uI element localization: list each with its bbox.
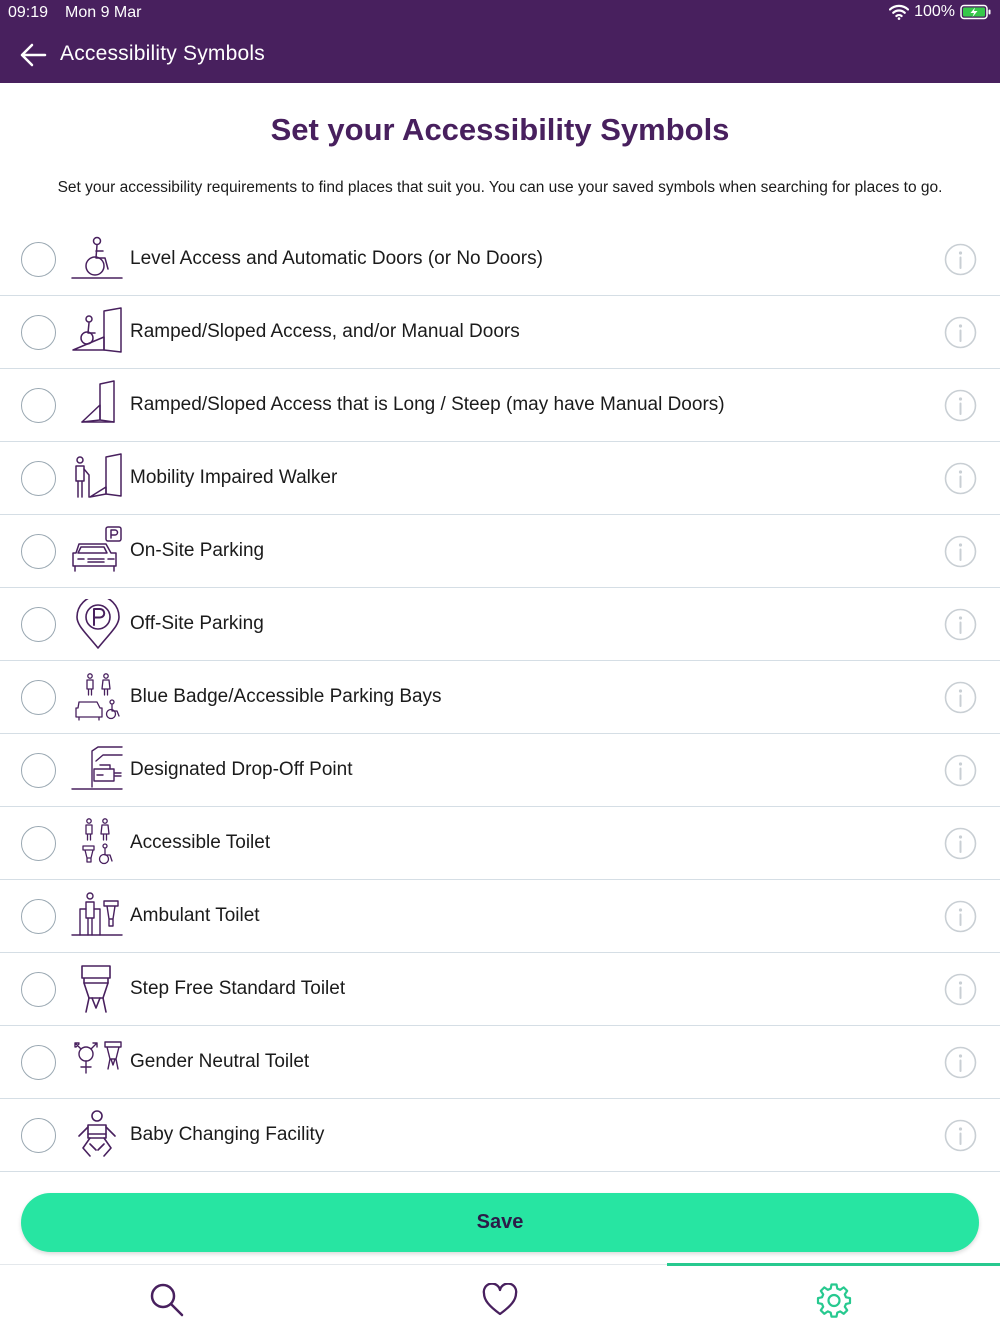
symbol-row[interactable]: [0, 807, 1000, 880]
select-radio[interactable]: [21, 607, 56, 642]
tab-bar: [0, 1264, 1000, 1334]
symbol-list: [0, 223, 1000, 1172]
symbol-row[interactable]: [0, 1099, 1000, 1172]
symbol-label: Blue Badge/Accessible Parking Bays: [130, 686, 442, 707]
select-radio[interactable]: [21, 680, 56, 715]
gear-icon: [816, 1282, 852, 1318]
back-button[interactable]: [18, 40, 48, 70]
symbol-label: Ramped/Sloped Access that is Long / Steep (may have Manual Doors): [130, 394, 725, 415]
symbol-label: Ramped/Sloped Access, and/or Manual Doors: [130, 321, 520, 342]
symbol-row[interactable]: [0, 588, 1000, 661]
info-icon[interactable]: [944, 535, 977, 568]
info-icon[interactable]: [944, 243, 977, 276]
info-icon[interactable]: [944, 973, 977, 1006]
info-icon[interactable]: [944, 900, 977, 933]
page-heading: Set your Accessibility Symbols: [270, 112, 730, 147]
select-radio[interactable]: [21, 388, 56, 423]
nav-title: Accessibility Symbols: [60, 42, 265, 65]
baby-changing-icon: [70, 1110, 124, 1160]
symbol-label: Level Access and Automatic Doors (or No Doors): [130, 248, 543, 269]
info-icon[interactable]: [944, 1046, 977, 1079]
symbol-label: Gender Neutral Toilet: [130, 1051, 310, 1072]
heart-icon: [482, 1283, 518, 1317]
symbol-row[interactable]: [0, 223, 1000, 296]
accessible-toilet-icon: [70, 818, 124, 868]
info-icon[interactable]: [944, 1119, 977, 1152]
symbol-row[interactable]: [0, 880, 1000, 953]
wheelchair-level-access-icon: [70, 234, 124, 284]
page-intro: Set your accessibility requirements to find places that suit you. You can use your saved symbols when searching for places to go.: [57, 179, 943, 196]
wifi-icon: [889, 4, 909, 20]
symbol-label: Off-Site Parking: [130, 613, 264, 634]
symbol-label: Ambulant Toilet: [130, 905, 260, 926]
symbol-label: Designated Drop-Off Point: [130, 759, 353, 780]
select-radio[interactable]: [21, 534, 56, 569]
gender-neutral-toilet-icon: [70, 1037, 124, 1087]
top-bar: [0, 0, 1000, 83]
status-date: Mon 9 Mar: [65, 4, 142, 21]
symbol-row[interactable]: [0, 296, 1000, 369]
symbol-row[interactable]: [0, 1026, 1000, 1099]
battery-percent: 100%: [914, 3, 955, 20]
symbol-row[interactable]: [0, 515, 1000, 588]
select-radio[interactable]: [21, 461, 56, 496]
symbol-row[interactable]: [0, 369, 1000, 442]
symbol-label: Mobility Impaired Walker: [130, 467, 338, 488]
select-radio[interactable]: [21, 1118, 56, 1153]
search-icon: [149, 1282, 185, 1318]
symbol-label: Baby Changing Facility: [130, 1124, 325, 1145]
tab-favourites[interactable]: [333, 1265, 666, 1334]
status-indicators: [889, 3, 992, 21]
info-icon[interactable]: [944, 316, 977, 349]
symbol-label: Step Free Standard Toilet: [130, 978, 346, 999]
battery-charging-icon: [960, 4, 992, 20]
symbol-label: On-Site Parking: [130, 540, 265, 561]
info-icon[interactable]: [944, 608, 977, 641]
car-parking-icon: [70, 526, 124, 576]
parking-pin-icon: [70, 599, 124, 649]
tab-search[interactable]: [0, 1265, 333, 1334]
symbol-row[interactable]: [0, 953, 1000, 1026]
status-time: 09:19: [8, 4, 49, 21]
save-button[interactable]: Save: [21, 1193, 979, 1252]
drop-off-icon: [70, 745, 124, 795]
info-icon[interactable]: [944, 389, 977, 422]
info-icon[interactable]: [944, 754, 977, 787]
select-radio[interactable]: [21, 1045, 56, 1080]
standard-toilet-icon: [70, 964, 124, 1014]
info-icon[interactable]: [944, 462, 977, 495]
select-radio[interactable]: [21, 753, 56, 788]
select-radio[interactable]: [21, 242, 56, 277]
tab-settings[interactable]: [667, 1265, 1000, 1334]
select-radio[interactable]: [21, 899, 56, 934]
info-icon[interactable]: [944, 827, 977, 860]
walker-icon: [70, 453, 124, 503]
accessible-parking-bay-icon: [70, 672, 124, 722]
symbol-row[interactable]: [0, 442, 1000, 515]
select-radio[interactable]: [21, 826, 56, 861]
steep-ramp-icon: [70, 380, 124, 430]
select-radio[interactable]: [21, 972, 56, 1007]
select-radio[interactable]: [21, 315, 56, 350]
ambulant-toilet-icon: [70, 891, 124, 941]
symbol-row[interactable]: [0, 734, 1000, 807]
symbol-label: Accessible Toilet: [130, 832, 271, 853]
symbol-row[interactable]: [0, 661, 1000, 734]
info-icon[interactable]: [944, 681, 977, 714]
wheelchair-ramp-icon: [70, 307, 124, 357]
arrow-left-icon: [19, 43, 47, 67]
